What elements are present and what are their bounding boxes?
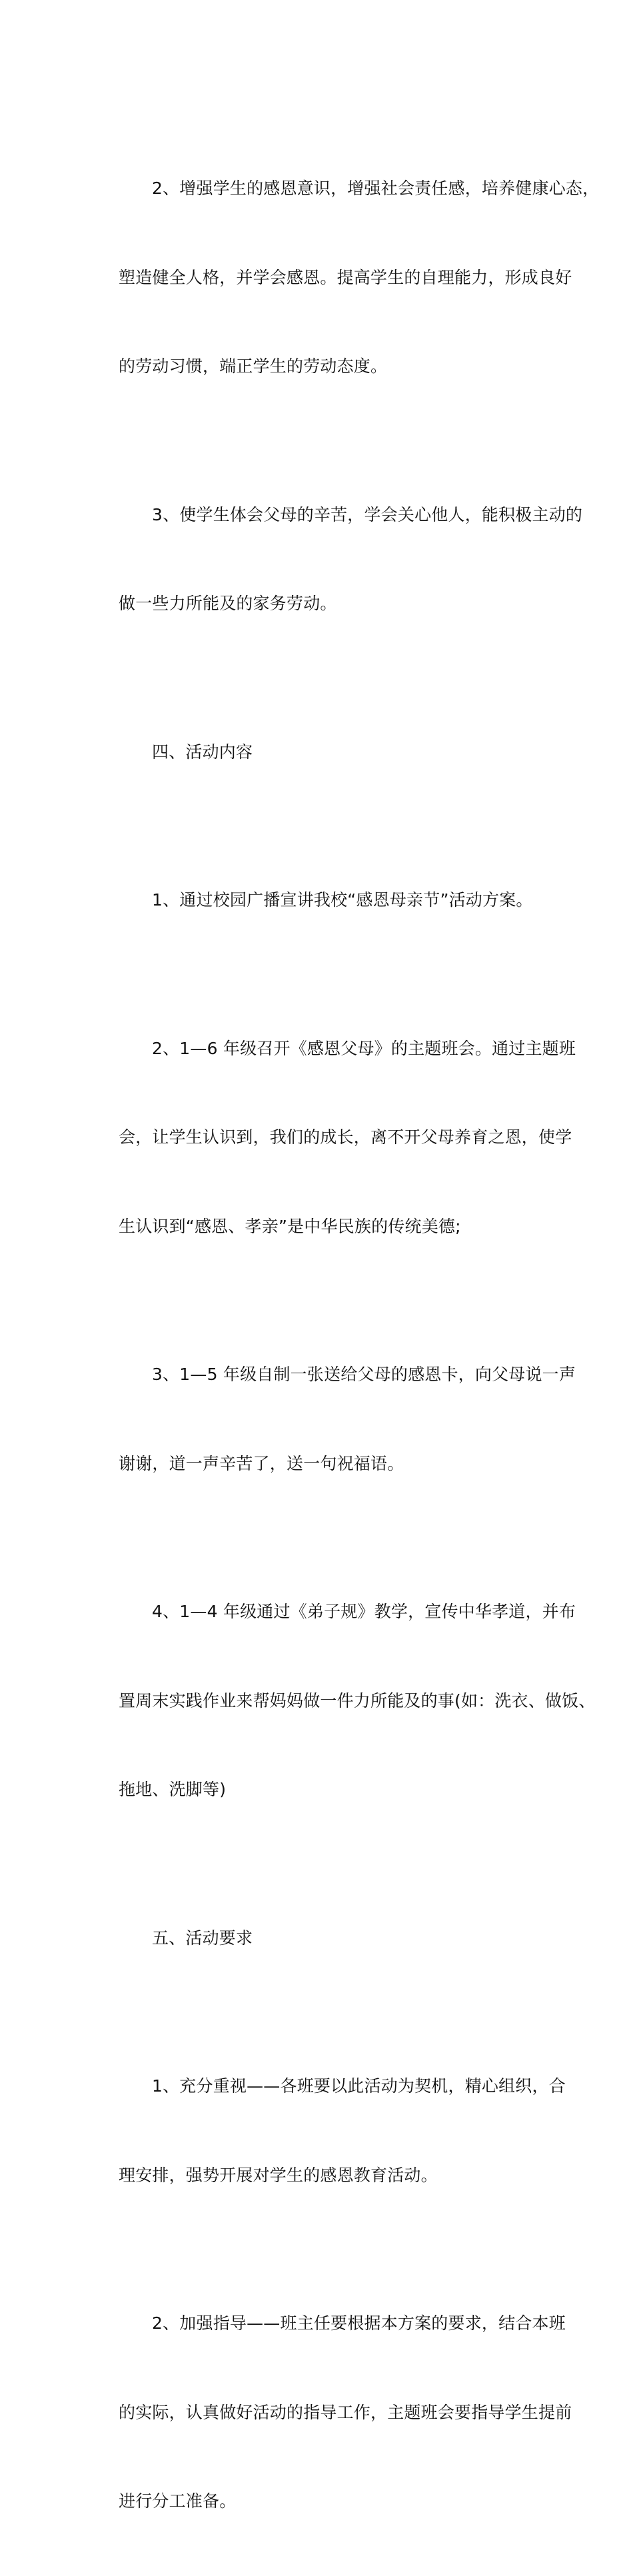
paragraph-line: 置周末实践作业来帮妈妈做一件力所能及的事(如：洗衣、做饭、 [119, 1690, 596, 1710]
paragraph-line: 塑造健全人格，并学会感恩。提高学生的自理能力，形成良好 [119, 267, 572, 287]
paragraph-line: 4、1—4 年级通过《弟子规》教学，宣传中华孝道，并布 [152, 1602, 576, 1621]
paragraph-line: 理安排，强势开展对学生的感恩教育活动。 [119, 2165, 438, 2185]
paragraph-line: 会，让学生认识到，我们的成长，离不开父母养育之恩，使学 [119, 1127, 572, 1147]
paragraph-line: 2、增强学生的感恩意识，增强社会责任感，培养健康心态， [152, 179, 600, 198]
paragraph-line: 拖地、洗脚等) [119, 1780, 227, 1799]
paragraph-line: 3、1—5 年级自制一张送给父母的感恩卡，向父母说一声 [152, 1365, 576, 1384]
section-heading: 四、活动内容 [152, 742, 253, 762]
paragraph-line: 生认识到“感恩、孝亲”是中华民族的传统美德; [119, 1216, 461, 1236]
section-heading-activity-requirements [85, 1864, 565, 2013]
paragraph-line: 进行分工准备。 [119, 2491, 237, 2511]
paragraph-content-3 [85, 1301, 576, 1538]
paragraph-line: 2、1—6 年级召开《感恩父母》的主题班会。通过主题班 [152, 1038, 576, 1058]
paragraph-content-4 [85, 1538, 596, 1864]
paragraph-objective-3 [85, 441, 583, 678]
paragraph-line: 的劳动习惯，端正学生的劳动态度。 [119, 356, 388, 376]
paragraph-line: 谢谢，道一声辛苦了，送一句祝福语。 [119, 1453, 404, 1473]
paragraph-line: 1、通过校园广播宣讲我校“感恩母亲节”活动方案。 [152, 890, 533, 910]
paragraph-requirement-1 [85, 2012, 565, 2250]
paragraph-line: 2、加强指导——班主任要根据本方案的要求，结合本班 [152, 2313, 566, 2333]
paragraph-line: 1、充分重视——各班要以此活动为契机，精心组织，合 [152, 2076, 566, 2096]
section-heading: 五、活动要求 [152, 1928, 253, 1948]
paragraph-content-1 [85, 826, 565, 975]
paragraph-requirement-2 [85, 2250, 572, 2576]
paragraph-objective-2 [85, 115, 600, 441]
document-body [85, 115, 600, 2576]
paragraph-line: 的实际，认真做好活动的指导工作，主题班会要指导学生提前 [119, 2402, 572, 2422]
paragraph-line: 3、使学生体会父母的辛苦，学会关心他人，能积极主动的 [152, 504, 583, 524]
section-heading-activity-content [85, 678, 565, 827]
paragraph-content-2 [85, 975, 576, 1301]
paragraph-line: 做一些力所能及的家务劳动。 [119, 594, 337, 613]
